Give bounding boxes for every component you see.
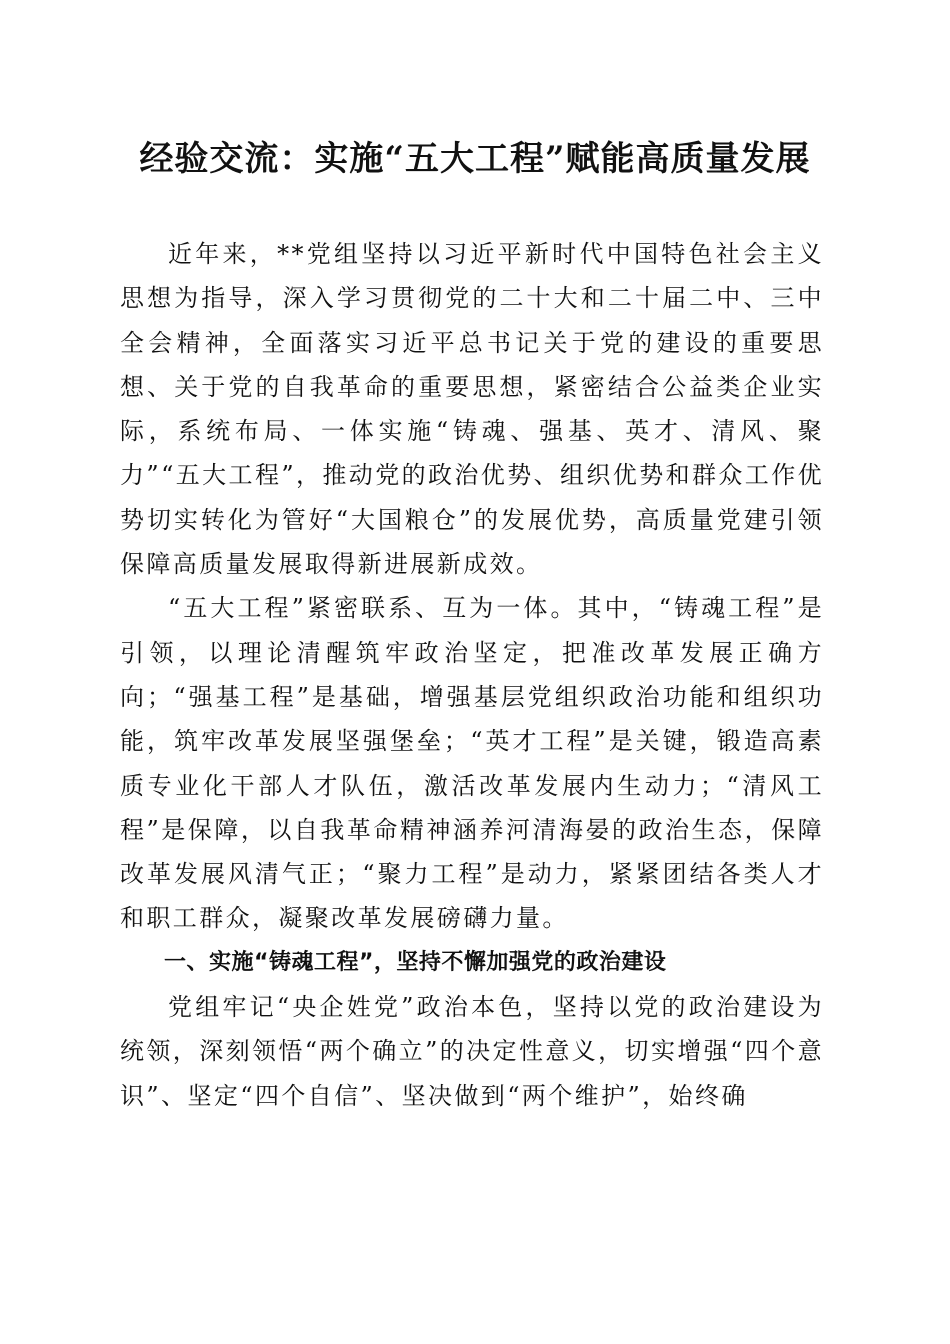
section-paragraph: 党组牢记“央企姓党”政治本色，坚持以党的政治建设为统领，深刻领悟“两个确立”的决定性意义，切实增强“四个意识”、坚定“四个自信”、坚决做到“两个维护”，始终确 xyxy=(120,993,825,1110)
document-body xyxy=(120,232,824,1118)
intro-paragraph: 近年来，**党组坚持以习近平新时代中国特色社会主义思想为指导，深入学习贯彻党的二十大和二十届二中、三中全会精神，全面落实习近平总书记关于党的建设的重要思想、关于党的自我革命的重要思想，紧密结合公益类企业实际，系统布局、一体实施“铸魂、强基、英才、清风、聚力”“五大工程”，推动党的政治优势、组织优势和群众工作优势切实转化为管好“大国粮仓”的发展优势，高质量党建引领保障高质量发展取得新进展新成效。 xyxy=(120,240,825,579)
document-title: 经验交流：实施“五大工程”赋能高质量发展 xyxy=(139,139,811,179)
overview-paragraph: “五大工程”紧密联系、互为一体。其中，“铸魂工程”是引领，以理论清醒筑牢政治坚定，把准改革发展正确方向；“强基工程”是基础，增强基层党组织政治功能和组织功能，筑牢改革发展坚强堡垒；“英才工程”是关键，锻造高素质专业化干部人才队伍，激活改革发展内生动力；“清风工程”是保障，以自我革命精神涵养河清海晏的政治生态，保障改革发展风清气正；“聚力工程”是动力，紧紧团结各类人才和职工群众，凝聚改革发展磅礴力量。 xyxy=(120,594,824,933)
section-heading: 一、实施“铸魂工程”，坚持不懈加强党的政治建设 xyxy=(164,949,667,975)
